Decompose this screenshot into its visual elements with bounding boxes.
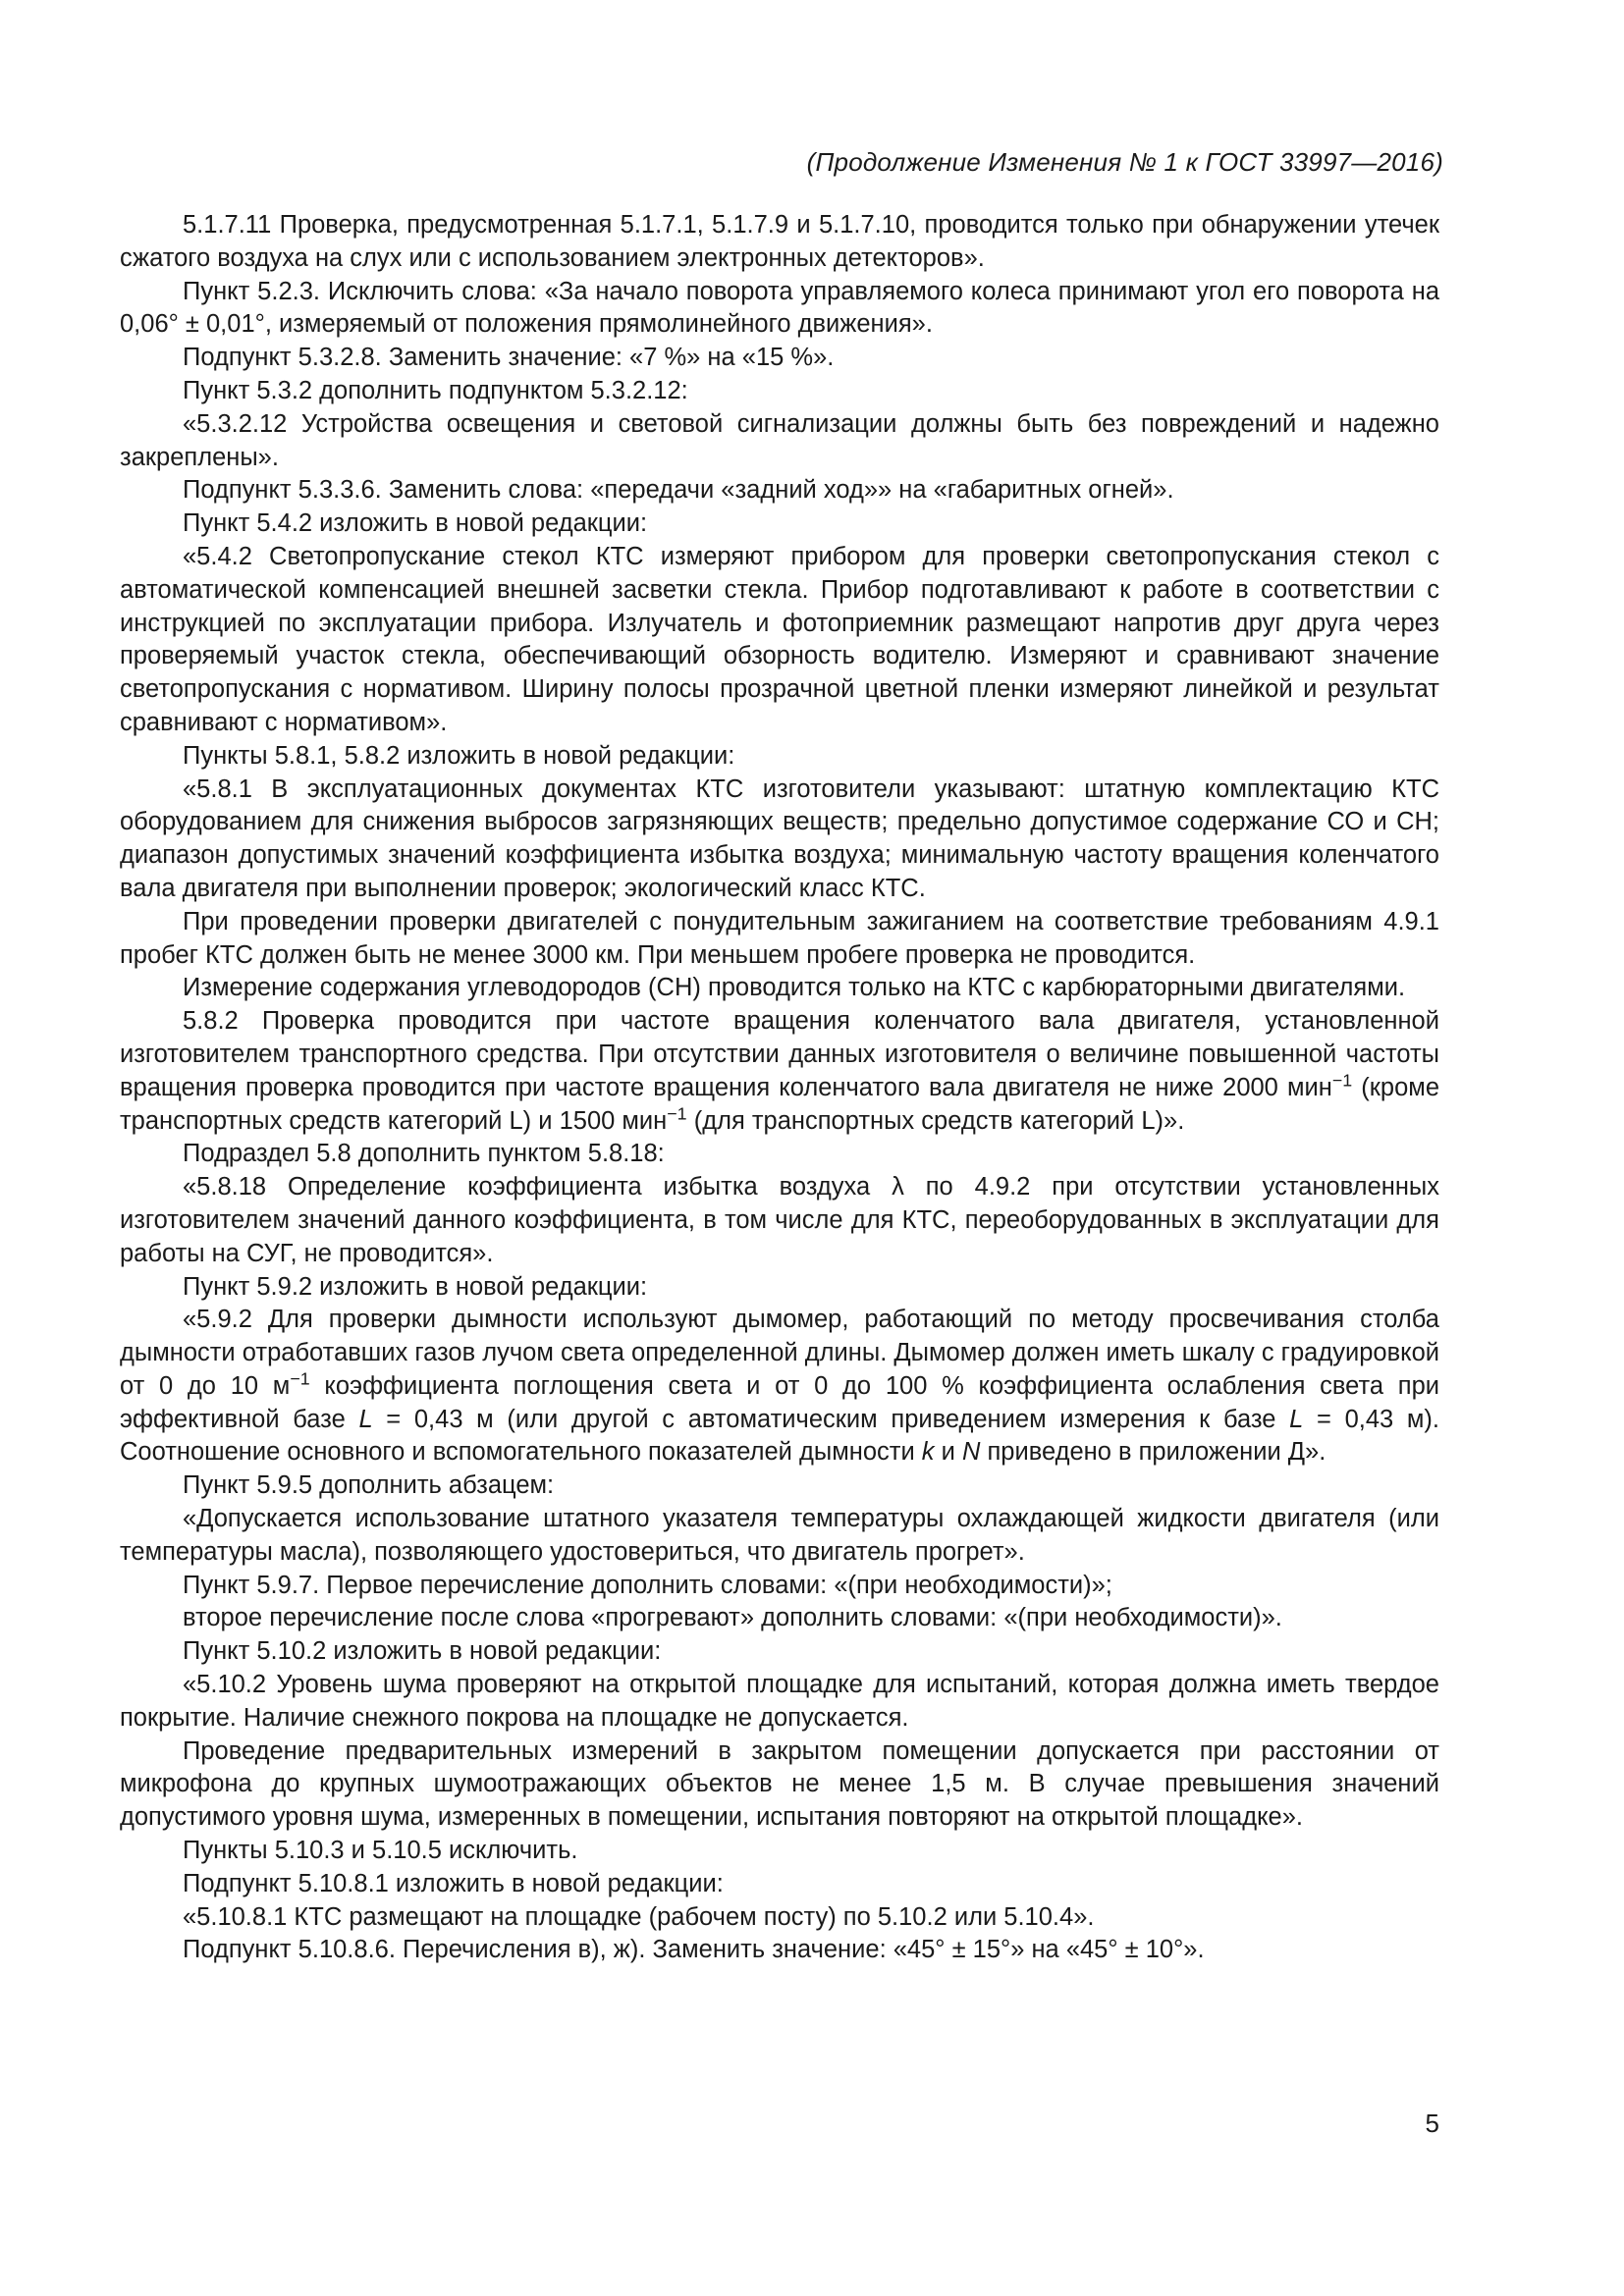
document-body	[120, 209, 1439, 1967]
paragraph: Пункт 5.9.5 дополнить абзацем:	[183, 1471, 555, 1500]
paragraph: второе перечисление после слова «прогревают» дополнить словами: «(при необходимости)».	[183, 1604, 1282, 1632]
paragraph: «Допускается использование штатного указателя температуры охлаждающей жидкости двигателя (или температуры масла), позволяющего удостовериться, что двигатель прогрет».	[120, 1505, 1439, 1566]
paragraph: Пункт 5.10.2 изложить в новой редакции:	[183, 1637, 662, 1666]
paragraph: Пункты 5.8.1, 5.8.2 изложить в новой редакции:	[183, 741, 735, 770]
paragraph: «5.8.1 В эксплуатационных документах КТС изготовители указывают: штатную комплектацию КТС оборудованием для снижения выбросов загрязняющих веществ; предельно допустимое содержание СО и СН; диапазон допустимых значений коэффициента избытка воздуха; минимальную частоту вращения коленчатого вала двигателя при выполнении проверок; экологический класс КТС.	[120, 774, 1439, 902]
text-run: коэффициента поглощения света и от 0 до 100 % коэффициента ослабления света при эффективной базе	[120, 1371, 1439, 1433]
paragraph: Проведение предварительных измерений в закрытом помещении допускается при расстоянии от микрофона до крупных шумоотражающих объектов не менее 1,5 м. В случае превышения значений допустимого уровня шума, измеренных в помещении, испытания повторяют на открытой площадке».	[120, 1736, 1439, 1832]
text-run: «5.9.2 Для проверки дымности используют дымомер, работающий по методу просвечивания столба дымности отработавших газов лучом света определенной длины. Дымомер должен иметь шкалу с градуировкой от 0 до 10 м	[120, 1306, 1439, 1400]
paragraph: Пункты 5.10.3 и 5.10.5 исключить.	[183, 1837, 578, 1865]
paragraph: «5.8.18 Определение коэффициента избытка воздуха λ по 4.9.2 при отсутствии установленных изготовителем значений данного коэффициента, в том числе для КТС, переоборудованных в эксплуатации для работы на СУГ, не проводится».	[120, 1173, 1439, 1267]
page-number: 5	[1425, 2109, 1439, 2138]
text-run: (для транспортных средств категорий L)».	[686, 1106, 1185, 1135]
paragraph: «5.3.2.12 Устройства освещения и световой сигнализации должны быть без повреждений и надежно закреплены».	[120, 409, 1439, 471]
paragraph: Пункт 5.9.2 изложить в новой редакции:	[183, 1272, 648, 1301]
superscript: −1	[1331, 1070, 1353, 1091]
paragraph-with-formulas	[120, 1304, 1439, 1469]
paragraph: Пункт 5.3.2 дополнить подпунктом 5.3.2.12:	[183, 376, 688, 404]
paragraph: 5.1.7.11 Проверка, предусмотренная 5.1.7.1, 5.1.7.9 и 5.1.7.10, проводится только при обнаружении утечек сжатого воздуха на слух или с использованием электронных детекторов».	[120, 211, 1439, 272]
italic-symbol: N	[961, 1438, 981, 1467]
paragraph-with-superscripts	[120, 1005, 1439, 1138]
paragraph: Измерение содержания углеводородов (СН) проводится только на КТС с карбюраторными двигателями.	[183, 974, 1406, 1002]
text-run: = 0,43 м (или другой с автоматическим приведением измерения к базе	[372, 1405, 1290, 1433]
italic-symbol: L	[358, 1405, 373, 1433]
text-run: = 0,43 м). Соотношение основного и вспомогательного показателей дымности	[120, 1405, 1439, 1467]
superscript: −1	[290, 1368, 310, 1389]
italic-symbol: L	[1289, 1405, 1304, 1433]
paragraph: «5.10.2 Уровень шума проверяют на открытой площадке для испытаний, которая должна иметь твердое покрытие. Наличие снежного покрова на площадке не допускается.	[120, 1671, 1439, 1732]
paragraph: Подраздел 5.8 дополнить пунктом 5.8.18:	[183, 1140, 665, 1168]
text-run: и	[934, 1438, 962, 1467]
superscript: −1	[667, 1103, 687, 1124]
paragraph: Подпункт 5.3.3.6. Заменить слова: «передачи «задний ход»» на «габаритных огней».	[183, 476, 1174, 505]
italic-symbol: k	[921, 1438, 935, 1467]
paragraph: При проведении проверки двигателей с понудительным зажиганием на соответствие требованиям 4.9.1 пробег КТС должен быть не менее 3000 км. При меньшем пробеге проверка не проводится.	[120, 907, 1439, 969]
paragraph: Подпункт 5.10.8.6. Перечисления в), ж). Заменить значение: «45° ± 15°» на «45° ± 10°».	[183, 1936, 1205, 1964]
paragraph: Пункт 5.9.7. Первое перечисление дополнить словами: «(при необходимости)»;	[183, 1571, 1112, 1599]
paragraph: «5.4.2 Светопропускание стекол КТС измеряют прибором для проверки светопропускания стекол с автоматической компенсацией внешней засветки стекла. Прибор подготавливают к работе в соответствии с инструкцией по эксплуатации прибора. Излучатель и фотоприемник размещают напротив друг друга через проверяемый участок стекла, обеспечивающий обзорность водителю. Измеряют и сравнивают значение светопропускания с нормативом. Ширину полосы прозрачной цветной пленки измеряют линейкой и результат сравнивают с нормативом».	[120, 542, 1439, 736]
text-run: (кроме транспортных средств категорий L) и 1500 мин	[120, 1073, 1440, 1135]
running-header: (Продолжение Изменения № 1 к ГОСТ 33997—2016)	[806, 147, 1443, 177]
text-run: 5.8.2 Проверка проводится при частоте вращения коленчатого вала двигателя, установленной изготовителем транспортного средства. При отсутствии данных изготовителя о величине повышенной частоты вращения проверка проводится при частоте вращения коленчатого вала двигателя не ниже 2000 мин	[120, 1007, 1439, 1101]
paragraph: Пункт 5.4.2 изложить в новой редакции:	[183, 509, 648, 538]
paragraph: Подпункт 5.3.2.8. Заменить значение: «7 %» на «15 %».	[183, 344, 835, 372]
text-run: приведено в приложении Д».	[980, 1438, 1326, 1467]
paragraph: Пункт 5.2.3. Исключить слова: «За начало поворота управляемого колеса принимают угол его поворота на 0,06° ± 0,01°, измеряемый от положения прямолинейного движения».	[120, 277, 1439, 339]
paragraph: Подпункт 5.10.8.1 изложить в новой редакции:	[183, 1869, 724, 1897]
paragraph: «5.10.8.1 КТС размещают на площадке (рабочем посту) по 5.10.2 или 5.10.4».	[183, 1902, 1095, 1931]
